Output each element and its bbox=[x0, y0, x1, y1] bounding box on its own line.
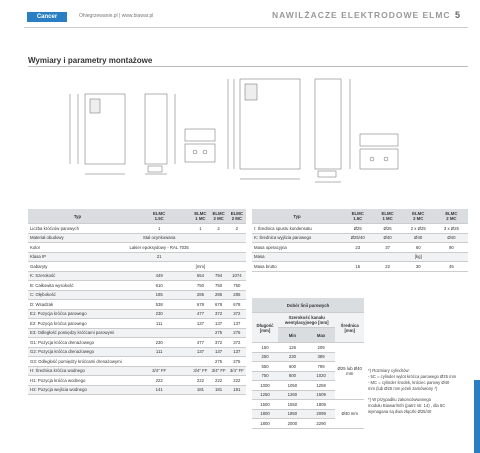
table-cell: 550 bbox=[252, 362, 278, 372]
model-header: ELMC 1.5C bbox=[127, 209, 191, 224]
table-cell: [mm] bbox=[191, 262, 209, 272]
table-row bbox=[28, 376, 246, 386]
table-cell: 3 x Ø25 bbox=[435, 224, 468, 234]
table-cell: 372 bbox=[210, 309, 228, 319]
table-cell: Kolor bbox=[28, 243, 127, 253]
table-cell: D: Wsadzak bbox=[28, 300, 127, 310]
contact-line: Ohiegrzewanie.pl | www.biawar.pl bbox=[79, 13, 154, 19]
pipe-table-title: Dobór linii parowych bbox=[252, 298, 364, 313]
table-cell bbox=[210, 243, 228, 253]
table-cell: G1: Pozycja króćca drenażowego bbox=[28, 338, 127, 348]
table-cell: Ø25 bbox=[374, 224, 402, 234]
type-header: Typ bbox=[28, 209, 127, 224]
table-cell: 678 bbox=[228, 300, 246, 310]
table-cell: Klasa IP bbox=[28, 252, 127, 262]
table-cell: H: Średnica króćca wodnego bbox=[28, 366, 127, 376]
table-cell bbox=[228, 252, 246, 262]
table-cell: 285 bbox=[228, 290, 246, 300]
table-cell: 1050 bbox=[278, 381, 307, 391]
table-cell bbox=[435, 252, 468, 262]
table-cell: Ø25 bbox=[342, 224, 374, 234]
table-row bbox=[28, 252, 246, 262]
brand-logo: Cancer bbox=[27, 12, 67, 22]
table-cell: 1500 bbox=[252, 400, 278, 410]
table-row bbox=[28, 309, 246, 319]
table-cell: 372 bbox=[228, 309, 246, 319]
table-cell: 137 bbox=[210, 347, 228, 357]
model-header: ELMC 1 MC bbox=[191, 209, 209, 224]
table-cell: 15 bbox=[342, 262, 374, 272]
table-cell: 799 bbox=[307, 362, 336, 372]
table-cell: 181 bbox=[228, 385, 246, 395]
table-cell bbox=[210, 233, 228, 243]
table-row bbox=[28, 281, 246, 291]
table-cell: Ø40 bbox=[402, 233, 435, 243]
table-row bbox=[28, 366, 246, 376]
table-cell: 1509 bbox=[307, 390, 336, 400]
table-cell: Masa bbox=[252, 252, 342, 262]
table-row bbox=[28, 271, 246, 281]
table-cell: 1259 bbox=[307, 381, 336, 391]
page-header-title: NAWILŻACZE ELEKTRODOWE ELMC bbox=[272, 10, 451, 20]
page-number: 5 bbox=[455, 10, 461, 20]
table-row bbox=[28, 319, 246, 329]
header-divider bbox=[24, 27, 468, 28]
table-cell: 2 x Ø25 bbox=[402, 224, 435, 234]
technical-drawings bbox=[60, 74, 410, 196]
table-cell bbox=[191, 252, 209, 262]
table-cell: 3/4" FF bbox=[210, 366, 228, 376]
diameter-cell: Ø25 lub Ø40 mm bbox=[335, 343, 364, 400]
table-cell: 141 bbox=[127, 385, 191, 395]
table-cell bbox=[127, 262, 191, 272]
note-2b: wymagana są dwa złączki Ø25/40 bbox=[368, 409, 432, 414]
table-row bbox=[28, 357, 246, 367]
table-cell: G2: Pozycja króćca drenażowego bbox=[28, 347, 127, 357]
table-cell: Gabaryty bbox=[28, 262, 127, 272]
table-cell bbox=[210, 262, 228, 272]
table-cell: 678 bbox=[191, 300, 209, 310]
table-cell: 285 bbox=[191, 290, 209, 300]
table-cell: 1000 bbox=[252, 381, 278, 391]
table-row bbox=[28, 300, 246, 310]
table-cell: 111 bbox=[127, 347, 191, 357]
table-cell: 3/4" FF bbox=[228, 366, 246, 376]
table-cell: 137 bbox=[228, 347, 246, 357]
section-divider bbox=[28, 66, 468, 67]
table-cell: 137 bbox=[191, 347, 209, 357]
table-row bbox=[28, 290, 246, 300]
side-accent-bar bbox=[474, 380, 480, 453]
table-cell bbox=[127, 357, 191, 367]
model-header: ELMC 1 MC bbox=[374, 209, 402, 224]
table-cell: C: Głębokość bbox=[28, 290, 127, 300]
table-cell: Lakier epoksydowy - RAL 7035 bbox=[127, 243, 191, 253]
table-cell bbox=[228, 233, 246, 243]
table-cell: 275 bbox=[210, 328, 228, 338]
note-1c: mm (lub Ø25 mm jeżeli zamówiony *) bbox=[368, 386, 438, 391]
table-cell: 372 bbox=[210, 338, 228, 348]
table-cell: 372 bbox=[228, 338, 246, 348]
table-cell: 1260 bbox=[278, 390, 307, 400]
table-cell: 275 bbox=[210, 357, 228, 367]
table-cell: B: Całkowita wysokość bbox=[28, 281, 127, 291]
table-cell: 275 bbox=[228, 357, 246, 367]
table-cell: Masa operacyjna bbox=[252, 243, 342, 253]
table-row bbox=[28, 243, 246, 253]
table-cell: I: Średnica spustu kondensatu bbox=[252, 224, 342, 234]
table-cell: 3/4" FF bbox=[127, 366, 191, 376]
table-cell: 1074 bbox=[228, 271, 246, 281]
type-header: Typ bbox=[252, 209, 342, 224]
table-row bbox=[252, 233, 468, 243]
table-cell: G3: Odległość pomiędzy króćcami drenażowymi bbox=[28, 357, 127, 367]
table-cell: H1: Pozycja króćca wodnego bbox=[28, 376, 127, 386]
table-cell: 750 bbox=[210, 281, 228, 291]
length-header: Długość [mm] bbox=[252, 313, 278, 343]
table-cell: 209 bbox=[307, 343, 336, 353]
table-cell: 23 bbox=[342, 243, 374, 253]
table-cell: 1800 bbox=[252, 419, 278, 429]
table-cell bbox=[191, 328, 209, 338]
footnotes bbox=[368, 368, 472, 415]
model-header: ELMC 2 MC bbox=[435, 209, 468, 224]
table-cell: H2: Pozycja wejścia wodnego bbox=[28, 385, 127, 395]
table-cell: 600 bbox=[278, 362, 307, 372]
table-cell bbox=[210, 252, 228, 262]
table-cell: 230 bbox=[278, 352, 307, 362]
table-cell: 750 bbox=[228, 281, 246, 291]
table-cell: 222 bbox=[191, 376, 209, 386]
table-cell: 181 bbox=[191, 385, 209, 395]
table-cell: 2099 bbox=[307, 409, 336, 419]
table-cell bbox=[127, 328, 191, 338]
note-1b: - MC = cylinder środek, króciec parowy Ø40 bbox=[368, 380, 450, 385]
table-cell bbox=[342, 252, 374, 262]
table-cell: 1020 bbox=[307, 371, 336, 381]
table-cell: 2 bbox=[228, 224, 246, 234]
table-cell: [kg] bbox=[402, 252, 435, 262]
table-cell: 2290 bbox=[307, 419, 336, 429]
table-cell: 90 bbox=[435, 243, 468, 253]
model-header: ELMC 2 MC bbox=[402, 209, 435, 224]
table-cell: Ø25/40 bbox=[342, 233, 374, 243]
note-1a: - 5C = cylinder wylot króćca parowego Ø25 mm bbox=[368, 374, 457, 379]
table-row bbox=[28, 224, 246, 234]
table-cell: Ø40 bbox=[435, 233, 468, 243]
table-cell: 181 bbox=[210, 385, 228, 395]
table-cell: 22 bbox=[374, 262, 402, 272]
lance-header: Szerokość kanału wentylacyjnego [mm] bbox=[278, 313, 335, 328]
table-row bbox=[252, 252, 468, 262]
steam-line-table bbox=[252, 298, 364, 429]
dimensions-table bbox=[28, 209, 246, 395]
table-cell: 137 bbox=[228, 319, 246, 329]
model-header: ELMC 1.5C bbox=[342, 209, 374, 224]
table-cell: 111 bbox=[127, 319, 191, 329]
table-cell: K: Szerokość bbox=[28, 271, 127, 281]
model-header: ELMC 2 MC bbox=[210, 209, 228, 224]
table-cell: 2000 bbox=[278, 419, 307, 429]
table-cell: 1250 bbox=[252, 390, 278, 400]
table-row bbox=[252, 343, 364, 353]
note-2a: modułu Biawar/Infri (patrz str. 14) , dla 5C bbox=[368, 403, 446, 408]
table-cell: 285 bbox=[210, 290, 228, 300]
table-cell: E1: Pozycja króćca parowego bbox=[28, 309, 127, 319]
table-row bbox=[28, 347, 246, 357]
table-cell: 1 bbox=[191, 224, 209, 234]
table-cell: 185 bbox=[127, 290, 191, 300]
table-cell: 678 bbox=[210, 300, 228, 310]
section-title: Wymiary i parametry montażowe bbox=[28, 56, 153, 65]
diameter-header: Średnica [mm] bbox=[335, 313, 364, 343]
max-header: Max bbox=[307, 328, 336, 343]
table-cell: 1809 bbox=[307, 400, 336, 410]
table-cell: 1 bbox=[127, 224, 191, 234]
table-cell: 449 bbox=[127, 271, 191, 281]
table-cell: 275 bbox=[228, 328, 246, 338]
table-cell: 2 bbox=[210, 224, 228, 234]
table-row bbox=[28, 262, 246, 272]
table-cell: 222 bbox=[127, 376, 191, 386]
table-cell bbox=[191, 233, 209, 243]
table-cell: 37 bbox=[374, 243, 402, 253]
table-cell: 750 bbox=[252, 371, 278, 381]
table-cell: 1850 bbox=[278, 409, 307, 419]
table-row bbox=[252, 224, 468, 234]
table-cell: 137 bbox=[191, 319, 209, 329]
table-cell: 222 bbox=[210, 376, 228, 386]
table-cell: 21 bbox=[127, 252, 191, 262]
table-cell: E3: Odległość pomiędzy króćcami parowymi bbox=[28, 328, 127, 338]
table-cell: 554 bbox=[191, 271, 209, 281]
table-cell: 750 bbox=[191, 281, 209, 291]
table-cell: 389 bbox=[307, 352, 336, 362]
table-cell: Liczba króćców parowych bbox=[28, 224, 127, 234]
table-cell: 222 bbox=[228, 376, 246, 386]
table-cell: Masa brutto bbox=[252, 262, 342, 272]
table-row bbox=[252, 243, 468, 253]
table-cell bbox=[228, 262, 246, 272]
table-cell: 150 bbox=[252, 343, 278, 353]
table-cell: E2: Pozycja króćca parowego bbox=[28, 319, 127, 329]
table-cell: 230 bbox=[127, 309, 191, 319]
table-cell bbox=[191, 357, 209, 367]
table-cell bbox=[374, 252, 402, 262]
table-cell: 30 bbox=[402, 262, 435, 272]
table-cell: K: Średnica wyjścia parowego bbox=[252, 233, 342, 243]
table-cell: 60 bbox=[402, 243, 435, 253]
table-cell: 477 bbox=[191, 309, 209, 319]
table-cell: 794 bbox=[210, 271, 228, 281]
table-cell bbox=[228, 243, 246, 253]
table-cell: 610 bbox=[127, 281, 191, 291]
diameter-cell: Ø40 mm bbox=[335, 400, 364, 429]
table-cell: 126 bbox=[278, 343, 307, 353]
table-row bbox=[252, 262, 468, 272]
min-header: Min bbox=[278, 328, 307, 343]
table-cell: 800 bbox=[278, 371, 307, 381]
table-row bbox=[252, 400, 364, 410]
table-cell: 538 bbox=[127, 300, 191, 310]
table-row bbox=[28, 385, 246, 395]
table-row bbox=[28, 233, 246, 243]
table-cell: Materiał obudowy bbox=[28, 233, 127, 243]
table-cell: 250 bbox=[252, 352, 278, 362]
table-cell: 477 bbox=[191, 338, 209, 348]
table-cell: Ø40 bbox=[374, 233, 402, 243]
table-cell: Stal ocynkowana bbox=[127, 233, 191, 243]
table-cell bbox=[191, 243, 209, 253]
table-cell: 137 bbox=[210, 319, 228, 329]
table-row bbox=[28, 328, 246, 338]
note-1: *) Rozmiary cylindrów: bbox=[368, 368, 410, 373]
table-cell: 1800 bbox=[252, 409, 278, 419]
note-2: *) W przypadku zakoncówwanego bbox=[368, 397, 432, 402]
mass-table bbox=[252, 209, 468, 272]
table-cell: 230 bbox=[127, 338, 191, 348]
table-cell: 3/4" FF bbox=[191, 366, 209, 376]
table-row bbox=[28, 338, 246, 348]
model-header: ELMC 2 MC bbox=[228, 209, 246, 224]
table-cell: 1550 bbox=[278, 400, 307, 410]
table-cell: 45 bbox=[435, 262, 468, 272]
